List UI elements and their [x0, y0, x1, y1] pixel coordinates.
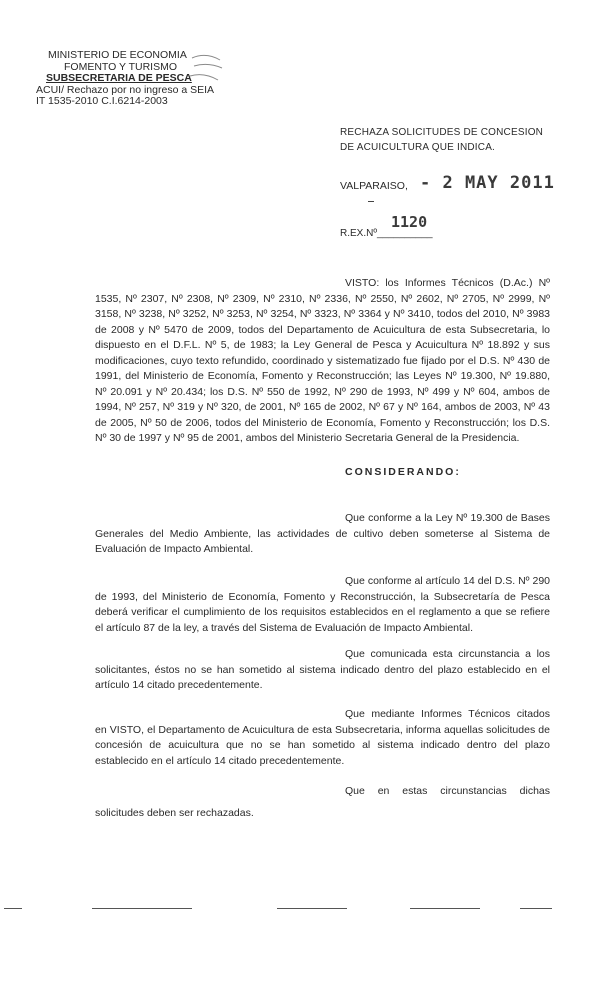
reference-line: ACUI/ Rechazo por no ingreso a SEIA [36, 83, 215, 96]
reference-code: IT 1535-2010 C.I.6214-2003 [36, 95, 168, 107]
considerando-3: Que comunicada esta circunstancia a los solicitantes, éstos no se han sometido al sistema indicado dentro del plazo establecido en el artículo 14 citado precedentemente. [95, 648, 550, 691]
tick-mark [368, 201, 374, 202]
considerando-5-end: solicitudes deben ser rechazadas. [95, 806, 254, 819]
considerando-1: Que conforme a la Ley Nº 19.300 de Bases Generales del Medio Ambiente, las actividades de cultivo deben someterse al Sistema de Evaluación de Impacto Ambiental. [95, 512, 550, 555]
visto-text: Nº 2307, Nº 2308, Nº 2309, Nº 2310, Nº 2336, Nº 2550, Nº 2602, Nº 2705, Nº 2999, Nº 3158, Nº 3238, Nº 3252, Nº 3253, Nº 3254, Nº 3323, Nº 3364 y Nº 3410, todos del 2010, Nº 3983 de 2008 y Nº 5470 de 2009, todos del Departamento de Acuicultura de esta Subsecretaria, lo dispuesto en el D.F.L. Nº 5, de 1983; la Ley General de Pesca y Acuicultura Nº 18.892 y sus modificaciones, cuyo texto refundido, coordinado y sistematizado fue fijado por el D.S. Nº 430 de 1991, del Ministerio de Economía, Fomento y Reconstrucción; las Leyes Nº 19.300, Nº 19.880, Nº 20.091 y Nº 20.434; los D.S. Nº 550 de 1992, Nº 290 de 1993, Nº 499 y Nº 604, ambos de 1994, Nº 257, Nº 319 y Nº 320, de 2001, Nº 165 de 2002, Nº 67 y Nº 164, ambos de 2003, Nº 43 de 2005, Nº 50 de 2006, todos del Ministerio de Economía, Fomento y Reconstrucción; los D.S. Nº 30 de 1997 y Nº 95 de 2001, ambos del Ministerio Secretaria General de la Presidencia. [95, 292, 550, 444]
considerando-heading: CONSIDERANDO: [345, 466, 461, 478]
considerando-2: Que conforme al artículo 14 del D.S. Nº 290 de 1993, del Ministerio de Economía, Fomento y Reconstrucción, la Subsecretaría de Pesca deberá verificar el cumplimiento de los requisitos establecidos en el reglamento a que se refiere el artículo 87 de la ley, a través del Sistema de Evaluación de Impacto Ambiental. [95, 575, 550, 634]
page-bottom-rules [0, 908, 600, 914]
considerando-5-line: Que en estas circunstancias dichas [345, 785, 550, 797]
resolution-number-stamp: 1120 [391, 213, 428, 231]
place: VALPARAISO, [340, 180, 408, 192]
visto-lead: VISTO: los Informes Técnicos (D.Ac.) Nº 1535, [95, 277, 550, 305]
subject-line: RECHAZA SOLICITUDES DE CONCESION DE ACUICULTURA QUE INDICA. [340, 127, 544, 153]
undersecretariat-line: SUBSECRETARIA DE PESCA [46, 72, 192, 84]
letterhead [30, 50, 220, 108]
stamp-mark [188, 52, 224, 86]
ministry-line-2: FOMENTO Y TURISMO [64, 60, 177, 73]
considerando-4: Que mediante Informes Técnicos citados en VISTO, el Departamento de Acuicultura de esta Subsecretaria, informa aquellas solicitudes de concesión de acuicultura que no se han sometido al sistema indicado dentro del plazo establecido en el artículo 14 citado precedentemente. [95, 708, 550, 767]
date-stamp: - 2 MAY 2011 [420, 173, 555, 193]
date-line [340, 173, 570, 203]
visto-paragraph [95, 276, 550, 447]
considerando-5 [95, 784, 550, 821]
resolution-label: R.EX.Nº__________ [340, 228, 433, 239]
ministry-line: MINISTERIO DE ECONOMIA [48, 49, 187, 61]
resolution-number [340, 213, 470, 243]
